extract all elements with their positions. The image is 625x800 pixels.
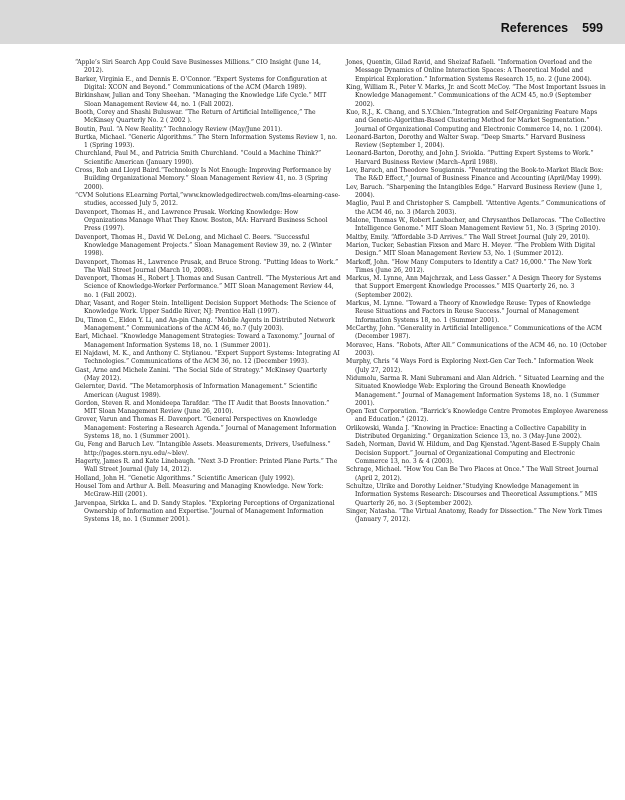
reference-entry: Holland, John H. “Genetic Algorithms.” Scientific American (July 1992). bbox=[75, 474, 295, 482]
reference-entry: Jarvenpaa, Sirkka L. and D. Sandy Staples. “Exploring Perceptions of Organizational Ownership of Information and Expertise.”Journal of Management Information Systems 18, no. 1 (Summer 2001). bbox=[75, 499, 335, 524]
reference-entry: Lev, Baruch. “Sharpening the Intangibles Edge.” Harvard Business Review (June 1, 2004). bbox=[346, 183, 603, 199]
reference-entry: Maglio, Paul P. and Christopher S. Campbell. “Attentive Agents.” Communications of the ACM 46, no. 3 (March 2003). bbox=[346, 200, 606, 216]
reference-entry: El Najdawi, M. K., and Anthony C. Stylianou. “Expert Support Systems: Integrating AI Technologies.” Communications of the ACM 36, no. 12 (December 1993). bbox=[75, 349, 340, 366]
reference-entry: Singer, Natasha. “The Virtual Anatomy, Ready for Dissection.” The New York Times (January 7, 2012). bbox=[346, 507, 603, 524]
reference-entry: Davenport, Thomas H., Robert J. Thomas and Susan Cantrell. “The Mysterious Art and Science of Knowledge-Worker Performance.” MIT Sloan Management Review 44, no. 1 (Fall 2002). bbox=[75, 275, 341, 299]
reference-entry: Murphy, Chris “4 Ways Ford is Exploring Next-Gen Car Tech.” Information Week (July 27, 2012). bbox=[346, 358, 594, 374]
reference-entry: Du, Timon C., Eldon Y. Li, and An-pin Chang. “Mobile Agents in Distributed Network Management.” Communications of the ACM 46, no.7 (July 2003). bbox=[75, 316, 335, 332]
reference-entry: Sadeh, Norman, David W. Hildum, and Dag Kjenstad.“Agent-Based E-Supply Chain Decision Support.” Journal of Organizational Computing and Electronic Commerce 13, no. 3 & 4 (2003). bbox=[346, 441, 600, 465]
reference-entry: Housel Tom and Arthur A. Bell. Measuring and Managing Knowledge. New York: McGraw-Hill (2001). bbox=[75, 482, 324, 499]
reference-entry: Dhar, Vasant, and Roger Stein. Intelligent Decision Support Methods: The Science of Knowledge Work. Upper Saddle River, NJ: Prentice Hall (1997). bbox=[75, 300, 336, 316]
reference-entry: Leonard-Barton, Dorothy and Walter Swap. “Deep Smarts.” Harvard Business Review (September 1, 2004). bbox=[346, 133, 586, 150]
references-right-column bbox=[346, 59, 608, 525]
reference-entry: Maltby, Emily. “Affordable 3-D Arrives.” The Wall Street Journal (July 29, 2010). bbox=[346, 233, 590, 241]
reference-entry: Open Text Corporation. “Barrick’s Knowledge Centre Promotes Employee Awareness and Education.” (2012). bbox=[346, 408, 608, 424]
reference-entry: Grover, Varun and Thomas H. Davenport. “General Perspectives on Knowledge Management: Fostering a Research Agenda.” Journal of Management Information Systems 18, no. 1 (Summer 2001). bbox=[75, 416, 337, 441]
reference-entry: Hagerty, James R. and Kate Linebaugh. “Next 3-D Frontier: Printed Plane Parts.” The Wall Street Journal (July 14, 2012). bbox=[75, 458, 338, 474]
reference-entry: Kuo, R.J., K. Chang, and S.Y.Chien.“Integration and Self-Organizing Feature Maps and Genetic-Algorithm-Based Clustering Method for Market Segmentation.” Journal of Organizational Computing and Electronic Commerce 14, no. 1 (2004). bbox=[346, 108, 603, 133]
reference-entry: Gu, Feng and Baruch Lev. “Intangible Assets. Measurements, Drivers, Usefulness.” http://pages.stern.nyu.edu/~blev/. bbox=[75, 441, 331, 457]
reference-entry: Schultze, Ulrike and Dorothy Leidner.“Studying Knowledge Management in Information Systems Research: Discourses and Theoretical Assumptions.” MIS Quarterly 26, no. 3 (September 2002). bbox=[346, 482, 598, 507]
reference-entry: Marion, Tucker, Sebastian Fixson and Marc H. Meyer. “The Problem With Digital Design.” MIT Sloan Management Review 53, No. 1 (Summer 2012). bbox=[346, 241, 596, 258]
reference-entry: Markoff, John. “How Many Computers to Identify a Cat? 16,000.” The New York Times (June 26, 2012). bbox=[346, 258, 592, 274]
reference-entry: Gast, Arne and Michele Zanini. “The Social Side of Strategy.” McKinsey Quarterly (May 2012). bbox=[75, 366, 327, 382]
section-title: References bbox=[500, 21, 569, 35]
reference-entry: Churchland, Paul M., and Patricia Smith Churchland. “Could a Machine Think?” Scientific American (January 1990). bbox=[75, 150, 322, 166]
reference-entry: Cross, Rob and Lloyd Baird.“Technology Is Not Enough: Improving Performance by Building Organizational Memory.” Sloan Management Review 41, no. 3 (Spring 2000). bbox=[75, 167, 332, 191]
reference-entry: King, William R., Peter V. Marks, Jr. and Scott McCoy. “The Most Important Issues in Knowledge Management.” Communications of the ACM 45, no.9 (September 2002). bbox=[346, 83, 606, 108]
reference-entry: Gelernter, David. “The Metamorphosis of Information Management.” Scientific American (August 1989). bbox=[75, 383, 318, 399]
reference-entry: Leonard-Barton, Dorothy, and John J. Sviokla. “Putting Expert Systems to Work.” Harvard Business Review (March–April 1988). bbox=[346, 150, 594, 166]
reference-entry: “CVM Solutions ELearning Portal,”www.knowledgedirectweb.com/lms-elearning-case-studies, accessed July 5, 2012. bbox=[75, 192, 341, 208]
reference-entry: Malone, Thomas W., Robert Laubacher, and Chrysanthos Dellarocas. “The Collective Intelligence Genome.” MIT Sloan Management Review 51, No. 3 (Spring 2010). bbox=[346, 216, 606, 233]
reference-entry: Davenport, Thomas H., and Lawrence Prusak. Working Knowledge: How Organizations Manage What They Know. Boston, MA: Harvard Business School Press (1997). bbox=[75, 208, 328, 233]
reference-entry: Jones, Quentin, Gilad Ravid, and Sheizaf Rafaeli. “Information Overload and the Message Dynamics of Online Interaction Spaces: A Theoretical Model and Empirical Exploration.” Information Systems Research 15, no. 2 (June 2004). bbox=[346, 59, 592, 83]
page-number: 599 bbox=[582, 21, 603, 35]
reference-entry: Davenport, Thomas H., David W. DeLong, and Michael C. Beers. “Successful Knowledge Management Projects.” Sloan Management Review 39, no. 2 (Winter 1998). bbox=[75, 233, 332, 258]
references-left-column bbox=[75, 59, 341, 525]
reference-entry: Burtka, Michael. “Generic Algorithms.” The Stern Information Systems Review 1, no. 1 (Spring 1993). bbox=[75, 133, 338, 150]
reference-entry: Gordon, Steven R. and Monideepa Tarafdar. “The IT Audit that Boosts Innovation.” MIT Sloan Management Review (June 26, 2010). bbox=[75, 399, 330, 416]
reference-entry: Nidumolu, Sarma R. Mani Subramani and Alan Aldrich. “ Situated Learning and the Situated Knowledge Web: Exploring the Ground Beneath Knowledge Management.” Journal of Management Information Systems 18, no. 1 (Summer 2001). bbox=[346, 374, 605, 407]
reference-entry: Moravec, Hans. “Robots, After All.” Communications of the ACM 46, no. 10 (October 2003). bbox=[346, 341, 607, 357]
reference-entry: Markus, M. Lynne. “Toward a Theory of Knowledge Reuse: Types of Knowledge Reuse Situations and Factors in Reuse Success.” Journal of Management Information Systems 18, no. 1 (Summer 2001). bbox=[346, 300, 591, 324]
reference-entry: Lev, Baruch, and Theodore Sougiannis. “Penetrating the Book-to-Market Black Box: The R&D Effect,” Journal of Business Finance and Accounting (April/May 1999). bbox=[346, 167, 604, 183]
running-header bbox=[501, 21, 603, 35]
reference-entry: McCarthy, John. “Generality in Artificial Intelligence.” Communications of the ACM (December 1987). bbox=[346, 325, 602, 341]
reference-entry: Birkinshaw, Julian and Tony Sheehan. “Managing the Knowledge Life Cycle.” MIT Sloan Management Review 44, no. 1 (Fall 2002). bbox=[75, 92, 327, 108]
reference-entry: Davenport, Thomas H., Lawrence Prusak, and Bruce Strong. “Putting Ideas to Work.” The Wall Street Journal (March 10, 2008). bbox=[75, 258, 339, 274]
reference-entry: Markus, M. Lynne, Ann Majchrzak, and Less Gasser.“ A Design Theory for Systems that Support Emergent Knowledge Processes.” MIS Quarterly 26, no. 3 (September 2002). bbox=[346, 275, 602, 299]
reference-entry: Barker, Virginia E., and Dennis E. O’Connor. “Expert Systems for Configuration at Digital: XCON and Beyond.” Communications of the ACM (March 1989). bbox=[75, 75, 328, 91]
reference-entry: “Apple’s Siri Search App Could Save Businesses Millions.” CIO Insight (June 14, 2012). bbox=[75, 59, 321, 75]
reference-entry: Boutin, Paul. “A New Reality.” Technology Review (May/June 2011). bbox=[75, 125, 283, 133]
reference-entry: Schrage, Michael. “How You Can Be Two Places at Once.” The Wall Street Journal (April 2, 2012). bbox=[346, 466, 599, 482]
reference-entry: Earl, Michael. “Knowledge Management Strategies: Toward a Taxonomy.” Journal of Management Information Systems 18, no. 1 (Summer 2001). bbox=[75, 333, 335, 349]
reference-entry: Orlikowski, Wanda J. “Knowing in Practice: Enacting a Collective Capability in Distributed Organizing.” Organization Science 13, no. 3 (May-June 2002). bbox=[346, 424, 587, 441]
reference-entry: Booth, Corey and Shashi Buluswar. “The Return of Artificial Intelligence,” The McKinsey Quarterly No. 2 ( 2002 ). bbox=[75, 108, 316, 125]
